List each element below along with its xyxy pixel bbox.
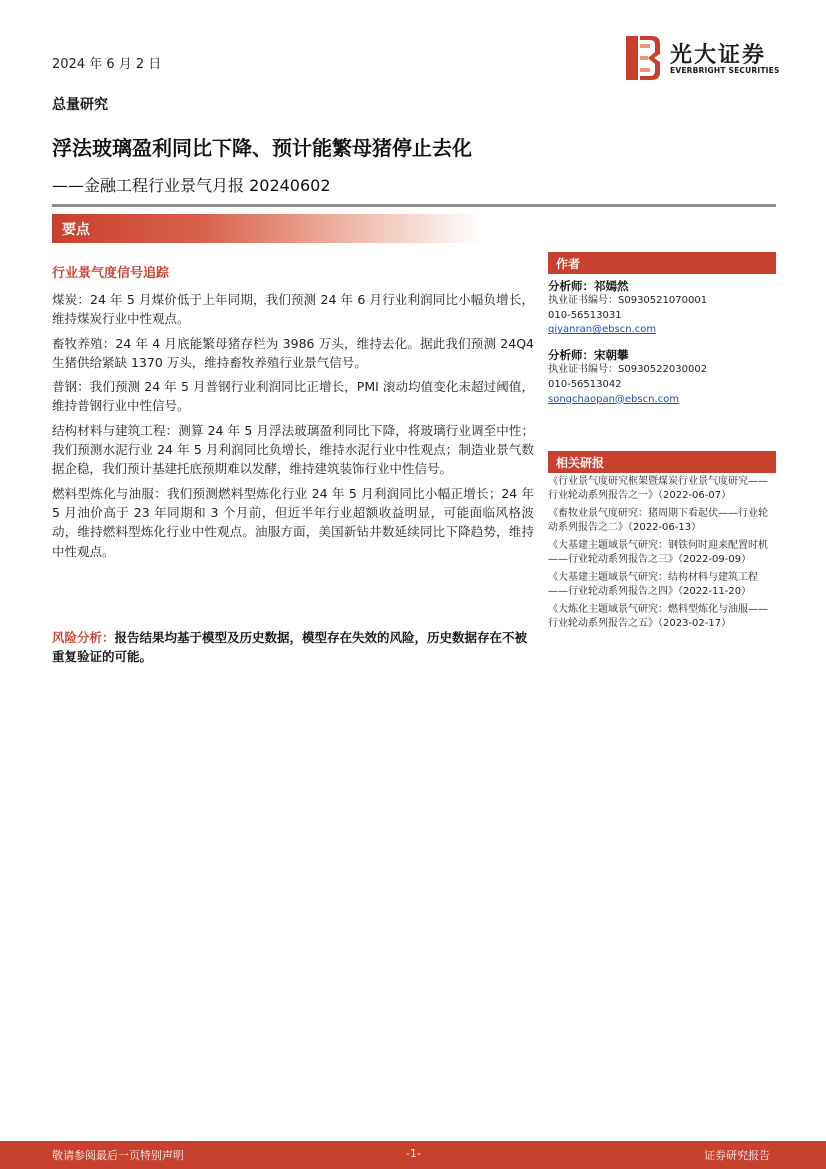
page-number: -1- (406, 1147, 421, 1160)
logo-chinese-name: 光大证券 (670, 43, 767, 68)
report-date: 2024 年 6 月 2 日 (52, 57, 162, 72)
paragraph-construction: 结构材料与建筑工程：测算 24 年 5 月浮法玻璃盈利同比下降，将玻璃行业调至中性；我们预测水泥行业 24 年 5 月利润同比负增长，维持水泥行业中性观点；制造业景气数据企稳，我们预计基建托底预期难以发酵，维持建筑装饰行业中性信号。 (52, 422, 534, 477)
logo-english-name: EVERBRIGHT SECURITIES (670, 66, 780, 75)
paragraph-steel: 普钢：我们预测 24 年 5 月普钢行业利润同比正增长，PMI 滚动均值变化未超过阈值，维持普钢行业中性信号。 (52, 379, 534, 414)
analyst-email-link[interactable]: qiyanran@ebscn.com (548, 324, 657, 336)
paragraph-coal: 煤炭：24 年 5 月煤价低于上年同期，我们预测 24 年 6 月行业利润同比小幅负增长，维持煤炭行业中性观点。 (52, 292, 534, 327)
analyst-card (548, 279, 776, 338)
report-subtitle: ——金融工程行业景气月报 20240602 (52, 176, 331, 195)
everbright-logo-icon (626, 36, 660, 80)
footer-disclaimer: 敬请参阅最后一页特别声明 (52, 1149, 184, 1162)
analyst-email-link[interactable]: songchaopan@ebscn.com (548, 393, 679, 405)
paragraph-refining: 燃料型炼化与油服：我们预测燃料型炼化行业 24 年 5 月利润同比小幅正增长；24 年 5 月油价高于 23 年同期和 3 个月前，但近半年行业超额收益明显，可能面临风格波动，维持燃料型炼化行业中性观点。油服方面，美国新钻井数延续同比下降趋势，维持中性观点。 (52, 485, 534, 559)
related-reports-list (548, 475, 776, 630)
related-report-item[interactable]: 《大基建主题域景气研究：钢铁何时迎来配置时机——行业轮动系列报告之三》（2022-09-09） (548, 540, 768, 565)
related-report-item[interactable]: 《行业景气度研究框架暨煤炭行业景气度研究——行业轮动系列报告之一》（2022-06-07） (548, 476, 768, 501)
keypoints-banner (52, 214, 482, 243)
analyst-cert: 执业证书编号：S0930522030002 (548, 364, 708, 376)
risk-label: 风险分析： (52, 630, 115, 645)
authors-panel (548, 252, 776, 407)
footer-report-type: 证券研究报告 (704, 1149, 770, 1162)
related-title: 相关研报 (548, 451, 776, 473)
authors-title: 作者 (548, 252, 776, 274)
paragraph-livestock: 畜牧养殖：24 年 4 月底能繁母猪存栏为 3986 万头，维持去化。据此我们预测 24Q4 生猪供给紧缺 1370 万头，维持畜牧养殖行业景气信号。 (52, 335, 534, 370)
report-title: 浮法玻璃盈利同比下降、预计能繁母猪停止去化 (52, 136, 472, 160)
analyst-card (548, 348, 776, 407)
company-logo (626, 36, 786, 82)
title-divider (52, 204, 776, 207)
report-category: 总量研究 (52, 97, 108, 113)
main-content (52, 262, 534, 566)
related-report-item[interactable]: 《大炼化主题域景气研究：燃料型炼化与油服——行业轮动系列报告之五》（2023-02-17） (548, 604, 768, 629)
related-report-item[interactable]: 《畜牧业景气度研究：猪周期下看起伏——行业轮动系列报告之二》（2022-06-13） (548, 508, 768, 533)
risk-text: 报告结果均基于模型及历史数据，模型存在失效的风险，历史数据存在不被重复验证的可能。 (52, 630, 528, 665)
related-report-item[interactable]: 《大基建主题域景气研究：结构材料与建筑工程——行业轮动系列报告之四》（2022-11-20） (548, 572, 758, 597)
analyst-name: 分析师：宋朝攀 (548, 348, 629, 363)
keypoints-label: 要点 (62, 222, 90, 238)
analyst-phone: 010-56513042 (548, 378, 622, 390)
section-title: 行业景气度信号追踪 (52, 266, 170, 281)
related-reports-panel (548, 451, 776, 630)
risk-analysis (52, 628, 534, 667)
page-footer (0, 1141, 826, 1169)
analyst-name: 分析师：祁嫣然 (548, 279, 629, 293)
analyst-cert: 执业证书编号：S0930521070001 (548, 295, 708, 306)
analyst-phone: 010-56513031 (548, 309, 622, 321)
